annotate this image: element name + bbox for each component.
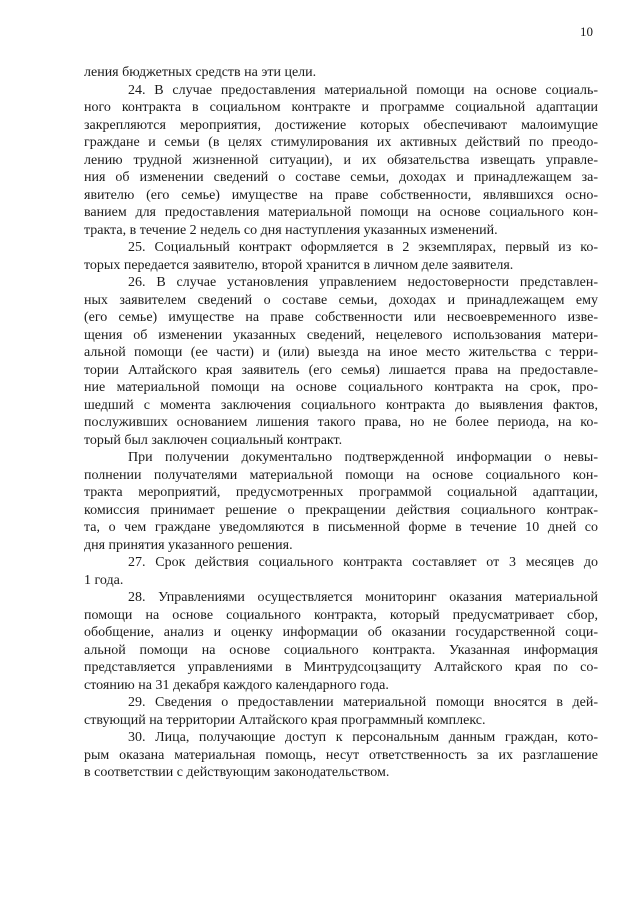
text-line: комиссия принимает решение о прекращении действия социального контрак-	[84, 502, 598, 518]
text-line: 29. Сведения о предоставлении материальной помощи вносятся в дей-	[128, 695, 598, 710]
text-line: помощи на основе социального контракта, который предусматривает сбор,	[84, 607, 598, 623]
text-line: 1 года.	[84, 572, 124, 588]
text-line: ления бюджетных средств на эти цели.	[84, 65, 317, 80]
text-line: граждане и семьи (в целях стимулирования их активных действий по преодо-	[84, 135, 598, 150]
text-line: та, о чем граждане уведомляются в письменной форме в течение 10 дней со	[84, 520, 598, 535]
text-line: дня принятия указанного решения.	[84, 537, 293, 553]
text-line: ванием для предоставления материальной помощи на основе социального кон-	[84, 205, 598, 220]
text-line: полнении получателями материальной помощи на основе социального кон-	[84, 467, 598, 483]
text-line: тории Алтайского края заявитель (его семья) лишается права на предоставле-	[84, 362, 598, 378]
text-line: щения об изменении указанных сведений, нецелевого использования матери-	[84, 327, 598, 343]
text-line: При получении документально подтвержденной информации о невы-	[128, 450, 598, 465]
text-line: торый был заключен социальный контракт.	[84, 432, 343, 448]
text-line: 25. Социальный контракт оформляется в 2 экземплярах, первый из ко-	[128, 240, 598, 255]
text-line: 28. Управлениями осуществляется мониторинг оказания материальной	[128, 590, 598, 605]
text-line: явителю (его семье) имуществе на праве собственности, являвшихся осно-	[84, 187, 598, 203]
text-line: лению трудной жизненной ситуации), и их обязательства извещать управле-	[84, 152, 598, 168]
text-line: ние материальной помощи на основе социального контракта на срок, про-	[84, 380, 598, 395]
document-body	[84, 64, 598, 782]
text-line: альной помощи на основе социального контракта. Указанная информация	[84, 642, 598, 658]
text-line: рым оказана материальная помощь, несут ответственность за их разглашение	[84, 747, 598, 763]
text-line: закрепляются мероприятия, достижение которых обеспечивают малоимущие	[84, 117, 598, 133]
text-line: обобщение, анализ и оценку информации об оказании государственной соци-	[84, 625, 598, 640]
text-line: тракта мероприятий, предусмотренных программой социальной адаптации,	[84, 485, 598, 500]
text-line: торых передается заявителю, второй хранится в личном деле заявителя.	[84, 257, 514, 273]
text-line: ных заявителем сведений о составе семьи, доходах и принадлежащем ему	[84, 292, 598, 308]
text-line: ного контракта в социальном контракте и программе социальной адаптации	[84, 100, 598, 115]
text-line: 26. В случае установления управлением недостоверности представлен-	[128, 275, 598, 290]
text-line: стоянию на 31 декабря каждого календарного года.	[84, 677, 389, 693]
text-line: альной помощи (ее части) и (или) выезда на иное место жительства с терри-	[84, 345, 598, 360]
text-line: 27. Срок действия социального контракта составляет от 3 месяцев до	[128, 555, 598, 570]
text-line: ствующий на территории Алтайского края программный комплекс.	[84, 712, 486, 728]
text-line: 30. Лица, получающие доступ к персональным данным граждан, кото-	[128, 730, 598, 745]
text-line: послуживших основанием лишения такого права, но не более периода, на ко-	[84, 415, 598, 430]
text-line: представляется управлениями в Минтрудсоцзащиту Алтайского края по со-	[84, 660, 598, 675]
text-line: тракта, в течение 2 недель со дня наступления указанных изменений.	[84, 222, 498, 238]
text-line: (его семье) имуществе на праве собственности или несвоевременного изве-	[84, 310, 598, 325]
text-line: шедший с момента заключения социального контракта до выявления фактов,	[84, 397, 598, 413]
page-number: 10	[580, 24, 593, 39]
text-line: ния об изменении сведений о составе семьи, доходах и принадлежащем за-	[84, 170, 598, 185]
text-line: 24. В случае предоставления материальной помощи на основе социаль-	[128, 82, 598, 98]
text-line: в соответствии с действующим законодательством.	[84, 765, 390, 780]
